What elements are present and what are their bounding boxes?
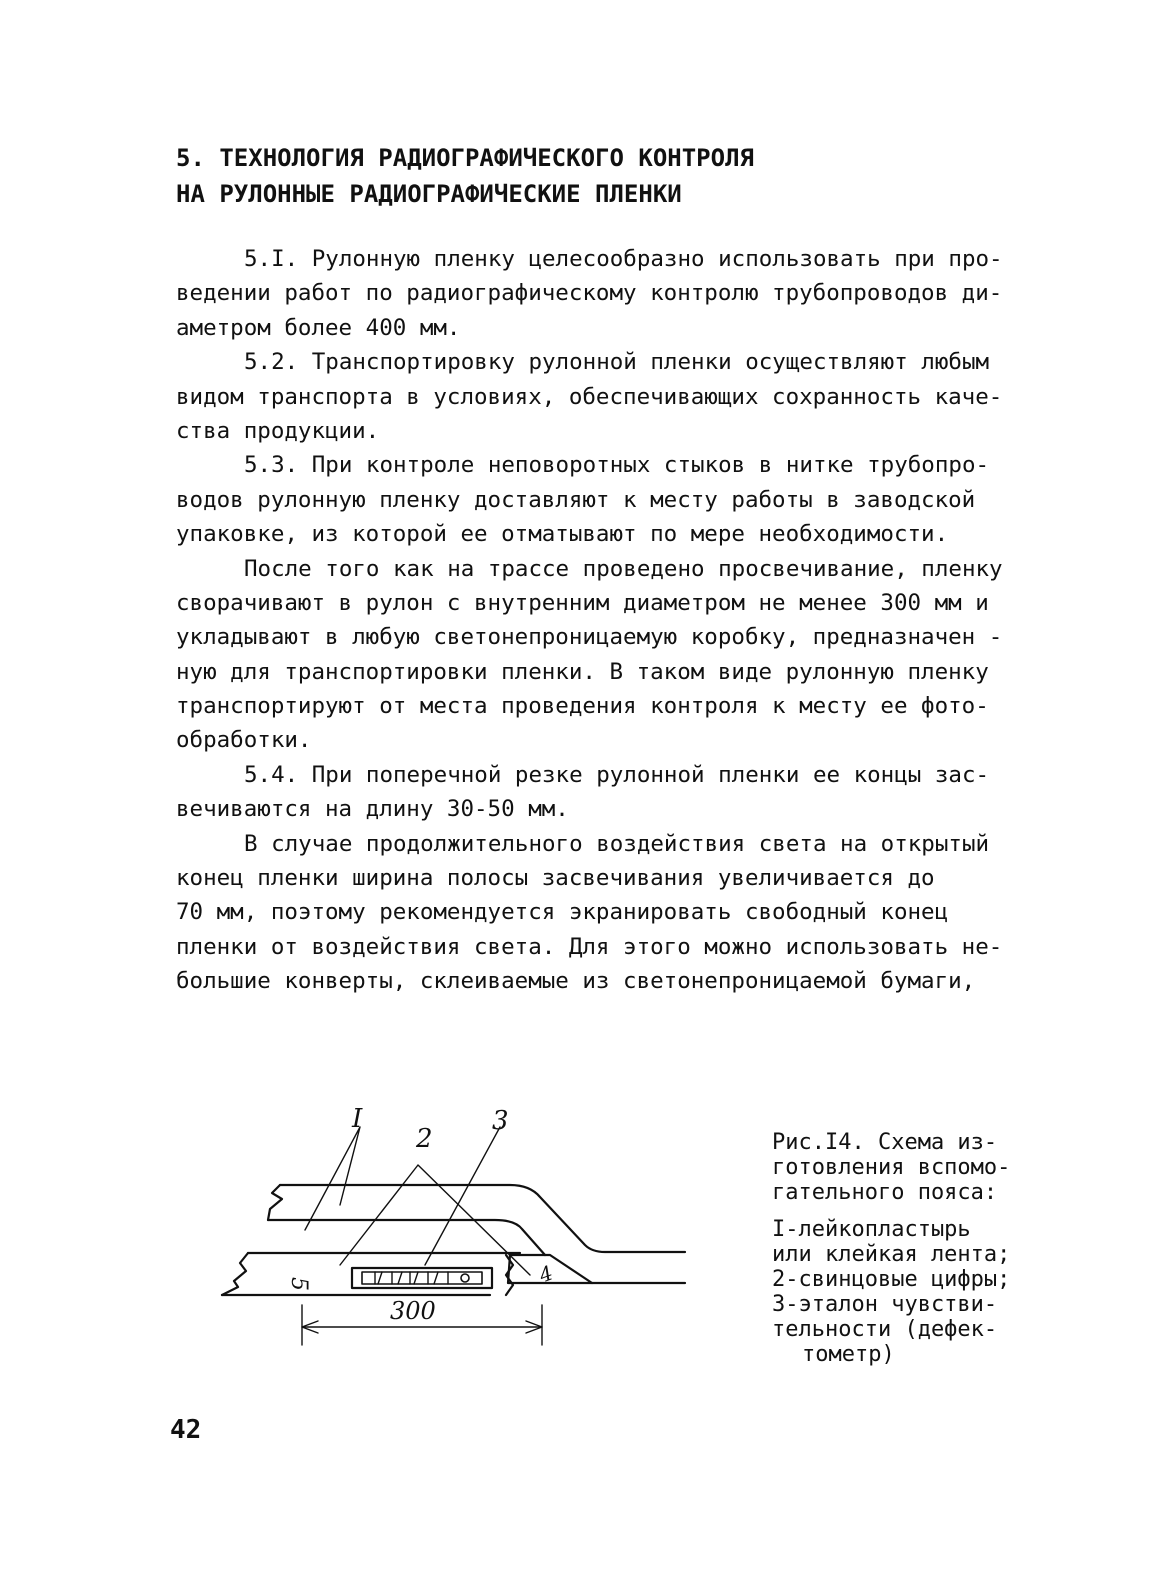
text-line: сворачивают в рулон с внутренним диаметром не менее 300 мм и (176, 589, 989, 616)
leader-lines-1 (305, 1127, 360, 1230)
paragraph-5-2 (176, 345, 1046, 448)
lead-digits-plate (352, 1268, 492, 1288)
penetrameter-hole (461, 1274, 469, 1282)
caption-title-line: готовления вспомо- (772, 1155, 1011, 1180)
text-line: 5.3. При контроле неповоротных стыков в нитке трубопро- (244, 452, 990, 479)
dimension-value: 300 (390, 1297, 436, 1325)
text-line: В случае продолжительного воздействия света на открытый (244, 830, 990, 857)
caption-item-line: тометр) (802, 1342, 895, 1367)
film-break-left (222, 1253, 248, 1295)
caption-item-line: 2-свинцовые цифры; (772, 1267, 1011, 1292)
paragraph-5-1 (176, 242, 1046, 345)
caption-title-line: Рис.I4. Схема из- (772, 1130, 998, 1155)
text-line: транспортируют от места проведения контроля к месту ее фото- (176, 693, 989, 720)
adhesive-tape-top-edge (280, 1185, 685, 1252)
belt-scheme-drawing (210, 1105, 710, 1365)
text-line: 5.2. Транспортировку рулонной пленки осуществляют любым (244, 349, 990, 376)
callout-1-label: I (352, 1105, 363, 1134)
text-line: ства продукции. (176, 417, 380, 444)
text-line: 5.I. Рулонную пленку целесообразно использовать при про- (244, 246, 1003, 272)
page-number: 42 (170, 1415, 202, 1445)
text-line: ную для транспортировки пленки. В таком виде рулонную пленку (176, 658, 989, 685)
text-line: водов рулонную пленку доставляют к месту работы в заводской (176, 486, 976, 513)
caption-item-line: тельности (дефек- (772, 1317, 998, 1342)
section-heading (176, 140, 754, 212)
heading-line-2: НА РУЛОННЫЕ РАДИОГРАФИЧЕСКИЕ ПЛЕНКИ (176, 180, 682, 208)
text-line: большие конверты, склеиваемые из светонепроницаемой бумаги, (176, 968, 976, 995)
tape-break-left (268, 1185, 282, 1220)
text-line: После того как на трассе проведено просвечивание, пленку (244, 555, 1003, 582)
text-line: видом транспорта в условиях, обеспечивающих сохранность каче- (176, 383, 1003, 410)
caption-item-line: 3-эталон чувстви- (772, 1292, 998, 1317)
text-line: конец пленки ширина полосы засвечивания увеличивается до (176, 865, 935, 892)
text-line: пленки от воздействия света. Для этого можно использовать не- (176, 933, 1003, 960)
figure-caption (772, 1130, 1052, 1367)
text-line: упаковке, из которой ее отматывают по мере необходимости. (176, 521, 949, 548)
heading-line-1: 5. ТЕХНОЛОГИЯ РАДИОГРАФИЧЕСКОГО КОНТРОЛЯ (176, 144, 754, 172)
paragraph-after-scan (176, 552, 1046, 758)
caption-title-line: гательного пояса: (772, 1180, 998, 1205)
paragraph-5-3 (176, 448, 1046, 551)
paragraph-light-exposure (176, 827, 1046, 999)
text-line: обработки. (176, 727, 312, 754)
callout-2-label: 2 (416, 1124, 433, 1154)
caption-item-line: или клейкая лента; (772, 1242, 1011, 1267)
callout-3-label: 3 (492, 1106, 509, 1136)
lead-digit-5: 5 (286, 1277, 311, 1291)
text-line: 5.4. При поперечной резке рулонной пленки ее концы зас- (244, 761, 990, 788)
text-line: 70 мм, поэтому рекомендуется экранировать свободный конец (176, 899, 949, 926)
text-line: укладывают в любую светонепроницаемую коробку, предназначен - (176, 624, 1003, 651)
lead-digit-4: 4 (535, 1260, 557, 1288)
text-line: ведении работ по радиографическому контролю трубопроводов ди- (176, 280, 1003, 307)
leader-line-3 (425, 1127, 500, 1265)
penetrameter-wires (375, 1272, 448, 1284)
paragraph-5-4 (176, 758, 1046, 827)
body-text (176, 242, 1046, 999)
text-line: вечиваются на длину 30-50 мм. (176, 796, 569, 823)
caption-item-line: I-лейкопластырь (772, 1217, 971, 1242)
text-line: аметром более 400 мм. (176, 314, 461, 341)
